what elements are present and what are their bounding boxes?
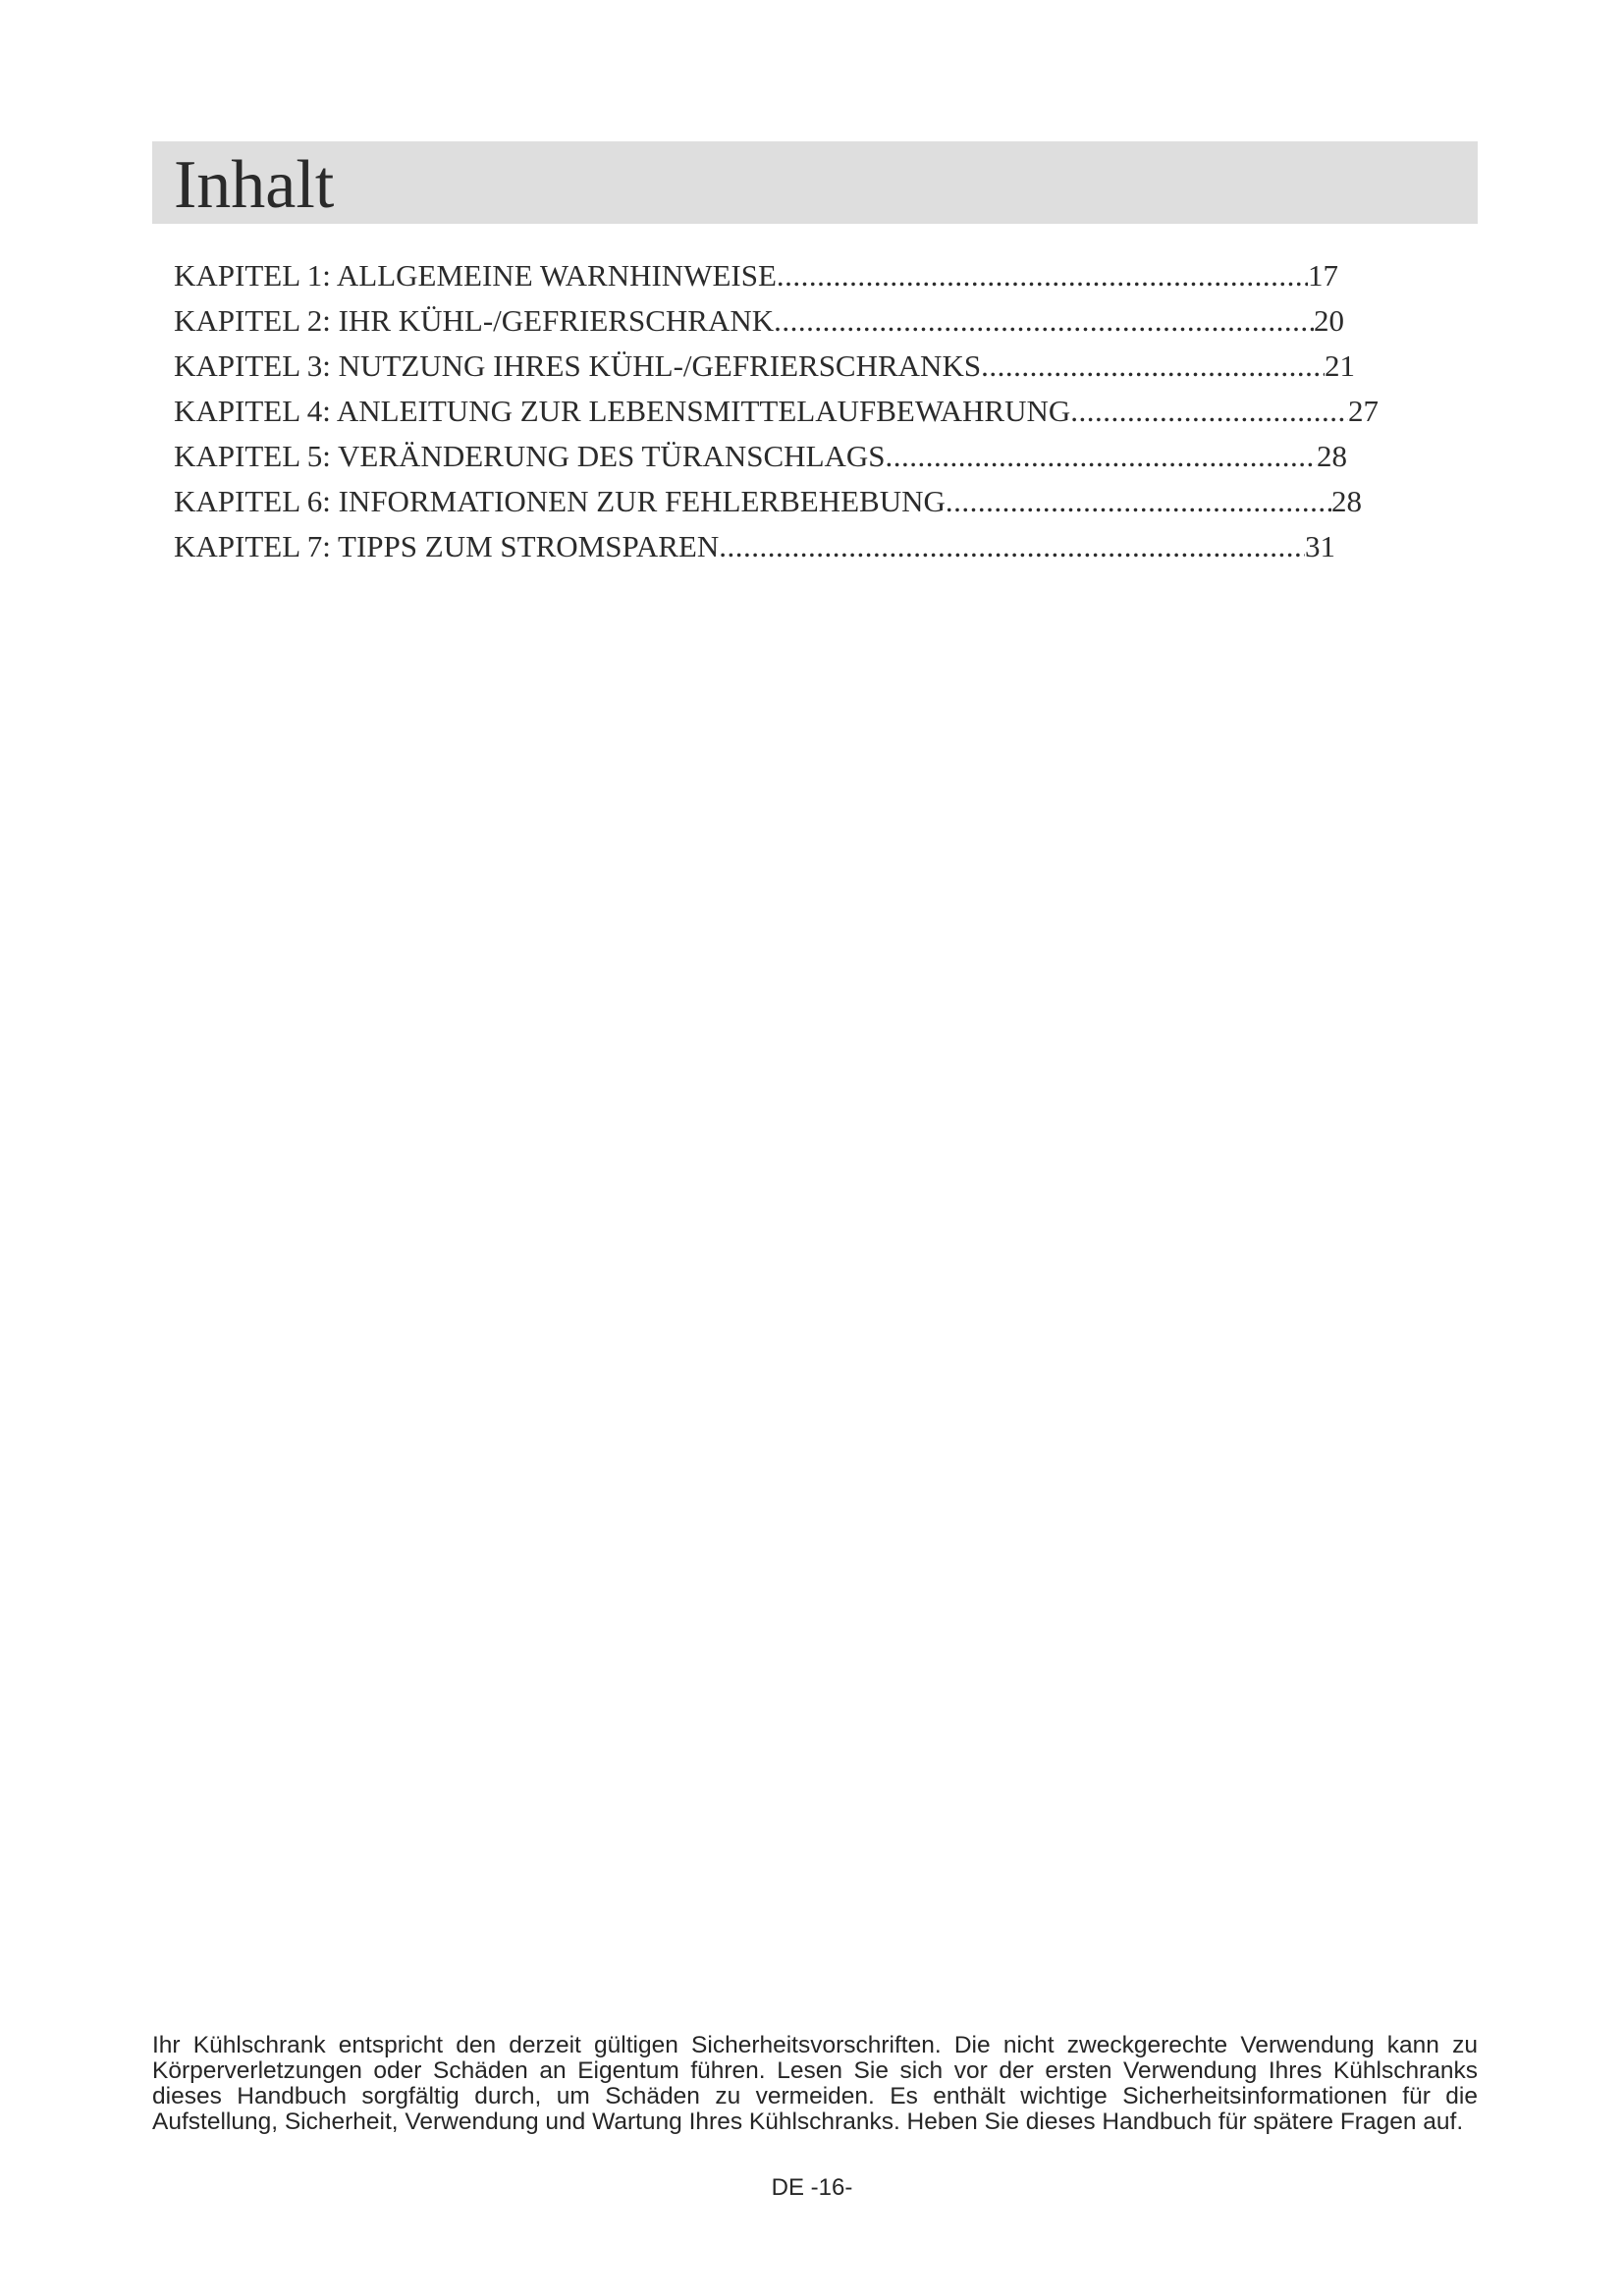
safety-notice-paragraph: Ihr Kühlschrank entspricht den derzeit gültigen Sicherheitsvorschriften. Die nicht zweckgerechte Verwendung kann zu Körperverletzungen oder Schäden an Eigentum führen. Lesen Sie sich vor der ersten Verwendung Ihres Kühlschranks dieses Handbuch sorgfältig durch, um Schäden zu vermeiden. Es enthält wichtige Sicherheitsinformationen für die Aufstellung, Sicherheit, Verwendung und Wartung Ihres Kühlschranks. Heben Sie dieses Handbuch für spätere Fragen auf. [152,2032,1478,2135]
toc-entry-page: 20 [1314,303,1344,338]
table-of-contents [174,253,1379,569]
toc-dot-leader [1070,389,1348,434]
toc-entry-3[interactable] [174,344,1355,389]
toc-entry-label: KAPITEL 7: TIPPS ZUM STROMSPAREN [174,529,720,563]
page-number: DE -16- [771,2174,853,2201]
toc-entry-2[interactable] [174,298,1344,344]
toc-entry-page: 31 [1305,529,1335,563]
toc-entry-label: KAPITEL 4: ANLEITUNG ZUR LEBENSMITTELAUFBEWAHRUNG [174,394,1071,428]
page-title: Inhalt [174,147,335,223]
toc-entry-5[interactable] [174,434,1347,479]
toc-entry-label: KAPITEL 3: NUTZUNG IHRES KÜHL-/GEFRIERSCHRANKS [174,348,982,383]
toc-entry-label: KAPITEL 6: INFORMATIONEN ZUR FEHLERBEHEBUNG [174,484,946,518]
toc-dot-leader [946,479,1331,524]
toc-entry-4[interactable] [174,389,1379,434]
toc-entry-page: 17 [1308,258,1338,293]
toc-entry-7[interactable] [174,524,1335,569]
toc-entry-1[interactable] [174,253,1338,298]
toc-entry-page: 21 [1325,348,1355,383]
toc-entry-label: KAPITEL 1: ALLGEMEINE WARNHINWEISE [174,258,777,293]
toc-entry-page: 28 [1331,484,1362,518]
toc-dot-leader [777,253,1308,298]
toc-dot-leader [719,524,1305,569]
toc-dot-leader [886,434,1317,479]
toc-dot-leader [774,298,1314,344]
toc-entry-label: KAPITEL 2: IHR KÜHL-/GEFRIERSCHRANK [174,303,775,338]
toc-entry-page: 27 [1348,394,1379,428]
title-bar [152,141,1478,224]
toc-entry-page: 28 [1317,439,1347,473]
toc-entry-label: KAPITEL 5: VERÄNDERUNG DES TÜRANSCHLAGS [174,439,886,473]
toc-dot-leader [981,344,1325,389]
toc-entry-6[interactable] [174,479,1362,524]
